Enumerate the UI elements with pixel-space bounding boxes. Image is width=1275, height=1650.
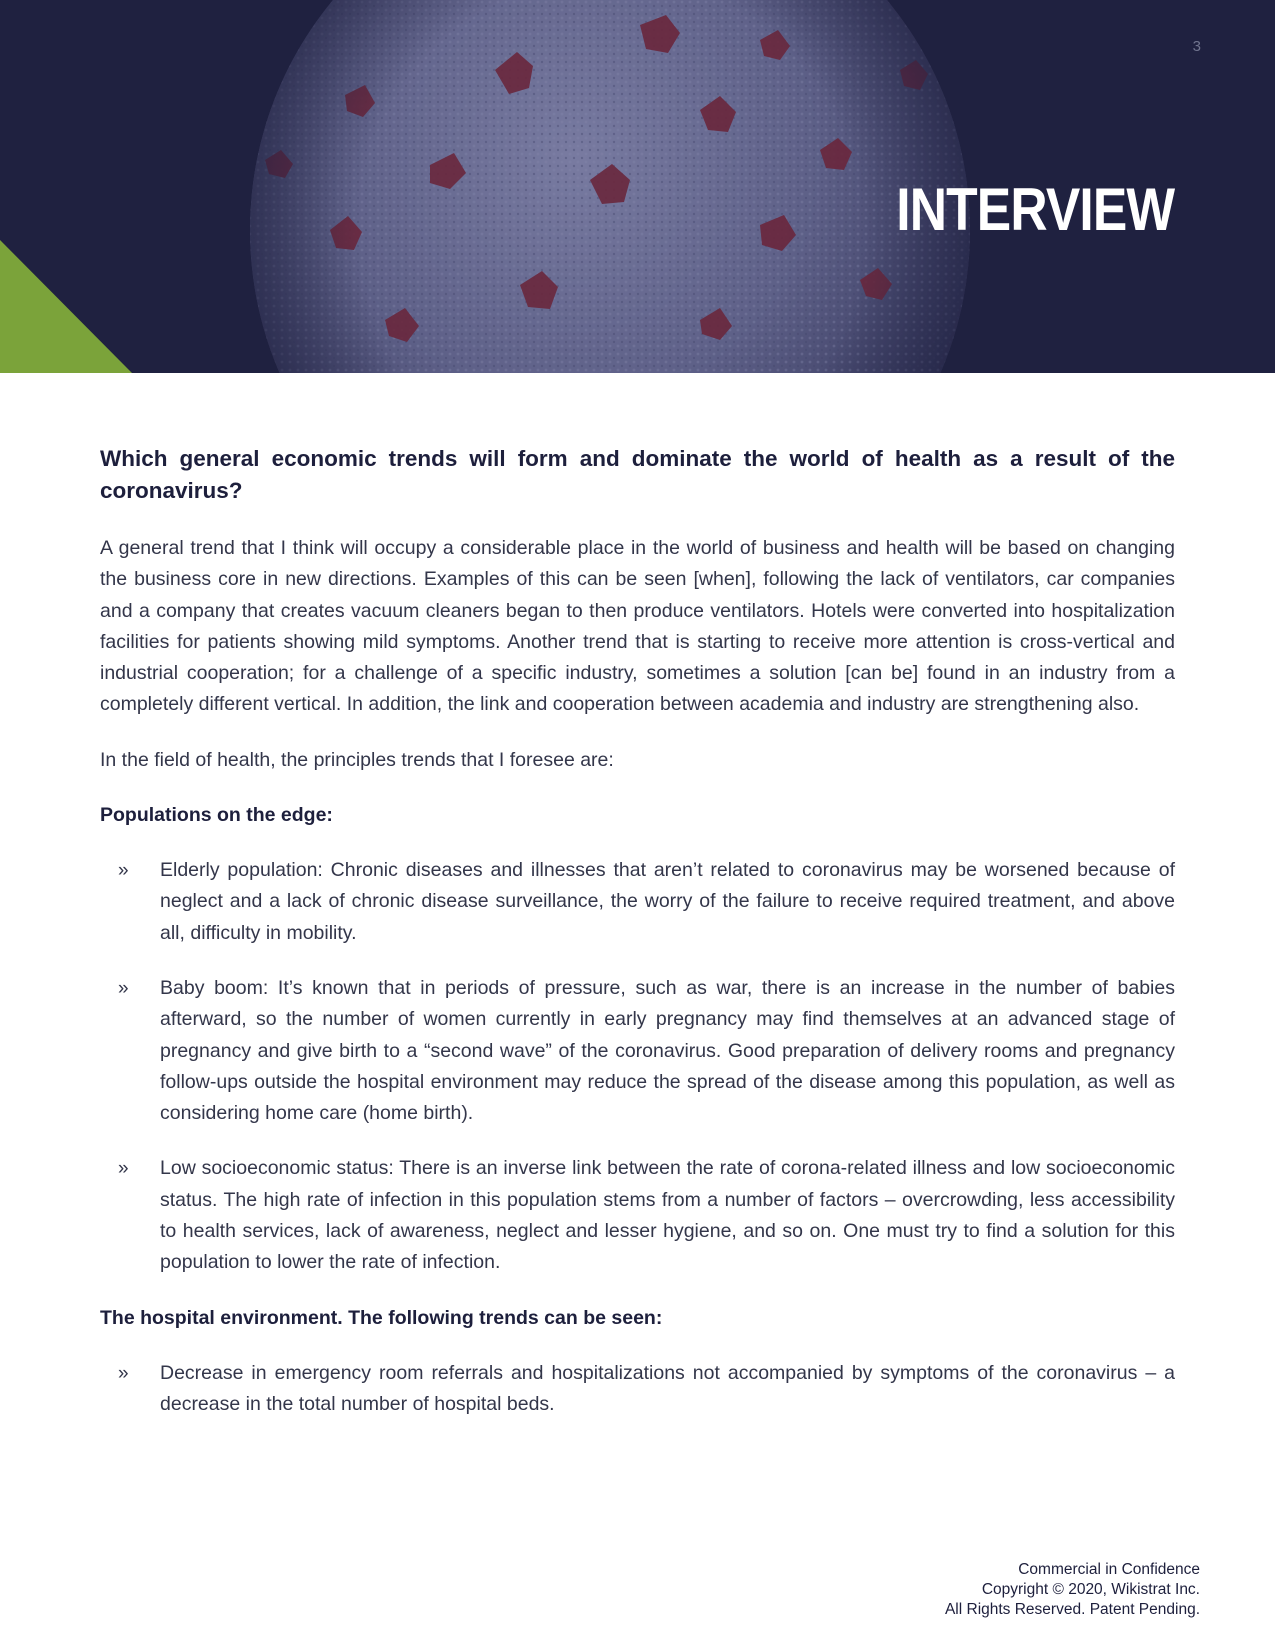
section-title: INTERVIEW [895, 176, 1174, 243]
paragraph: A general trend that I think will occupy a considerable place in the world of business and health will be based on changing the business core in new directions. Examples of this can be seen [when], following the lack of ventilators, car companies and a company that creates vacuum cleaners began to then produce ventilators. Hotels were converted into hospitalization facilities for patients showing mild symptoms. Another trend that is starting to receive more attention is cross-vertical and industrial cooperation; for a challenge of a specific industry, sometimes a solution [can be] found in an industry from a completely different vertical. In addition, the link and cooperation between academia and industry are strengthening also. [100, 537, 1175, 716]
bullet-marker: » [118, 1158, 129, 1180]
list-item [100, 1153, 1175, 1278]
list-item [100, 973, 1175, 1129]
page-number: 3 [1192, 38, 1201, 55]
subheading-populations: Populations on the edge: [100, 804, 333, 827]
bullet-marker: » [118, 977, 129, 999]
footer-copyright: Copyright © 2020, Wikistrat Inc. [981, 1581, 1200, 1598]
interview-question: Which general economic trends will form and dominate the world of health as a result of the coronavirus? [100, 446, 1175, 503]
header-banner [0, 0, 1275, 373]
bullet-marker: » [118, 860, 129, 882]
list-item-text: Decrease in emergency room referrals and hospitalizations not accompanied by symptoms of the coronavirus – a decrease in the total number of hospital beds. [160, 1361, 1175, 1415]
footer-rights: All Rights Reserved. Patent Pending. [944, 1601, 1200, 1618]
article-body [100, 443, 1175, 1444]
footer [945, 1560, 1200, 1620]
list-item [100, 855, 1175, 949]
footer-confidentiality: Commercial in Confidence [1018, 1561, 1200, 1578]
bullet-list-populations [100, 855, 1175, 1279]
bullet-list-hospital [100, 1358, 1175, 1421]
bullet-marker: » [118, 1362, 129, 1384]
list-item-text: Low socioeconomic status: There is an inverse link between the rate of corona-related illness and low socioeconomic status. The high rate of infection in this population stems from a number of factors – overcrowding, less accessibility to health services, lack of awareness, neglect and lesser hygiene, and so on. One must try to find a solution for this population to lower the rate of infection. [160, 1157, 1175, 1274]
subheading-hospital: The hospital environment. The following trends can be seen: [100, 1306, 663, 1329]
list-item-text: Elderly population: Chronic diseases and illnesses that aren’t related to coronavirus may be worsened because of neglect and a lack of chronic disease surveillance, the worry of the failure to receive required treatment, and above all, difficulty in mobility. [160, 859, 1175, 944]
list-item-text: Baby boom: It’s known that in periods of pressure, such as war, there is an increase in the number of babies afterward, so the number of women currently in early pregnancy may find themselves at an advanced stage of pregnancy and give birth to a “second wave” of the coronavirus. Good preparation of delivery rooms and pregnancy follow-ups outside the hospital environment may reduce the spread of the disease among this population, as well as considering home care (home birth). [160, 976, 1175, 1125]
green-corner-accent [0, 240, 132, 373]
paragraph: In the field of health, the principles trends that I foresee are: [100, 748, 614, 771]
list-item [100, 1358, 1175, 1421]
